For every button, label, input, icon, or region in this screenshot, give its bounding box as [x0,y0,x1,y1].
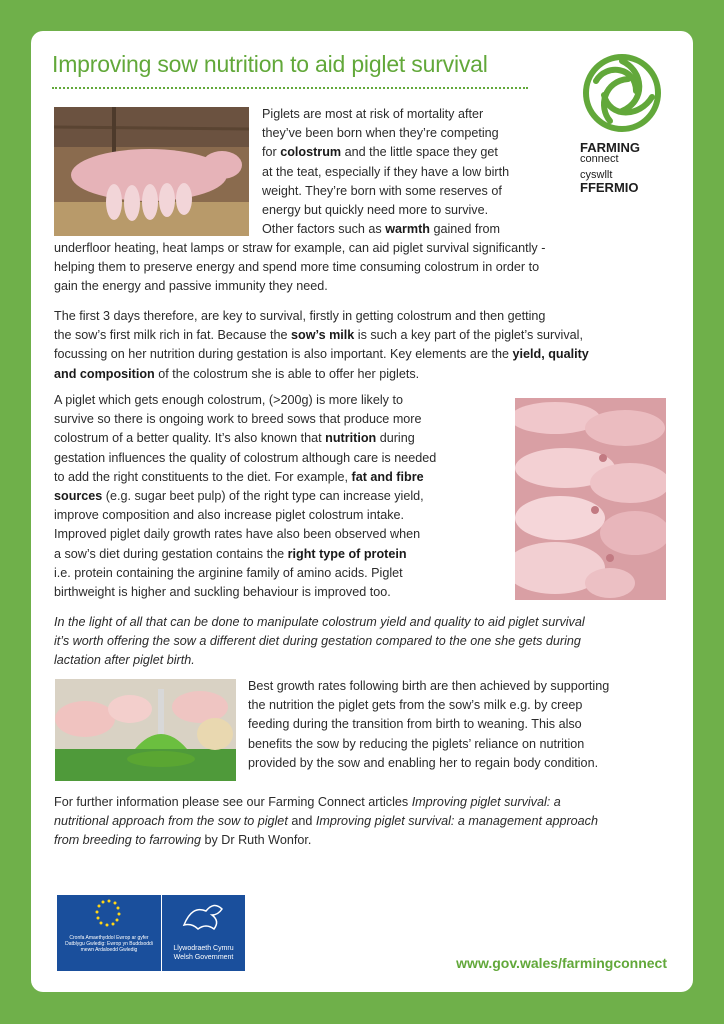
para5-line: provided by the sow and enabling her to regain body condition. [248,755,599,770]
intro-line: they’ve been born when they’re competing [262,126,499,141]
intro-line: helping them to preserve energy and spend more time consuming colostrum in order to [54,260,540,275]
para3-line: a sow’s diet during gestation contains the right type of protein [54,546,407,561]
para5-line: Best growth rates following birth are then achieved by supporting [248,679,610,693]
swirl-logo-icon [580,51,664,135]
funding-logos [57,895,245,971]
welsh-gov-text-1: Llywodraeth Cymru [173,945,234,952]
intro-line: Other factors such as warmth gained from [262,222,501,237]
para4-line: In the light of all that can be done to manipulate colostrum yield and quality to aid piglet survival [54,615,585,629]
paragraph-2 [54,307,684,384]
document-page [31,31,693,992]
eu-funding-text: Cronfa Amaethyddol Ewrop ar gyfer Datblygu Gwledig: Ewrop yn Buddsoddi mewn Ardaloedd Gwledig [65,935,153,953]
para6-line: For further information please see our Farming Connect articles Improving piglet survival: a [54,795,561,809]
para3-line: Improved piglet daily growth rates have also been observed when [54,527,421,542]
intro-line: Piglets are most at risk of mortality after [262,107,484,121]
intro-full-text [54,239,674,297]
intro-top-text [262,105,562,239]
para3-line: to add the right constituents to the diet. For example, fat and fibre [54,469,424,484]
para3-line: colostrum of a better quality. It’s also known that nutrition during [54,431,415,446]
logo-line-ffermio: FFERMIO [580,180,639,195]
para3-line: survive so there is ongoing work to breed sows that produce more [54,412,422,427]
paragraph-3 [54,391,524,602]
para3-line: i.e. protein containing the arginine family of amino acids. Piglet [54,565,403,580]
logo-line-farming: FARMING [580,140,640,155]
para3-line: birthweight is higher and suckling behaviour is improved too. [54,585,391,600]
welsh-government-logo [162,895,245,971]
eu-stars-icon [57,895,161,935]
intro-line: gain the energy and passive immunity they need. [54,279,328,294]
paragraph-5 [248,677,688,773]
page-title: Improving sow nutrition to aid piglet survival [52,51,488,77]
website-link[interactable]: www.gov.wales/farmingconnect [456,955,667,971]
para2-line: focussing on her nutrition during gestation is also important. Key elements are the yield, quality [54,347,589,362]
para6-line: nutritional approach from the sow to piglet and Improving piglet survival: a management approach [54,814,598,829]
intro-line: energy but quickly need more to survive. [262,203,489,218]
eu-flag-logo [57,895,162,971]
farming-connect-logo [580,51,670,211]
para5-line: benefits the sow by reducing the piglets’ reliance on nutrition [248,736,585,751]
paragraph-4-italic [54,613,684,671]
para2-line: and composition of the colostrum she is able to offer her piglets. [54,366,420,381]
intro-line: weight. They’re born with some reserves of [262,183,502,198]
para3-line: gestation influences the quality of colostrum although care is needed [54,450,437,465]
intro-line: underfloor heating, heat lamps or straw for example, can aid piglet survival significantly - [54,241,546,255]
para6-line: from breeding to farrowing by Dr Ruth Wonfor. [54,833,312,848]
welsh-gov-text-2: Welsh Government [173,954,234,961]
piglets-photo [515,398,666,600]
para5-line: the nutrition the piglet gets from the sow’s milk e.g. by creep [248,698,583,713]
para3-line: A piglet which gets enough colostrum, (>200g) is more likely to [54,393,403,407]
creep-feeding-photo [55,679,236,781]
para5-line: feeding during the transition from birth to weaning. This also [248,717,582,732]
sow-nursing-photo [54,107,249,236]
logo-line-cyswllt: cyswllt [580,169,613,181]
para3-line: improve composition and also increase piglet colostrum intake. [54,508,404,523]
dragon-icon [162,895,245,939]
para2-line: The first 3 days therefore, are key to survival, firstly in getting colostrum and then getting [54,309,546,323]
intro-line: for colostrum and the little space they get [262,145,498,160]
logo-line-connect: connect [580,153,619,165]
intro-line: at the teat, especially if they have a low birth [262,164,510,179]
title-divider [52,87,528,89]
para3-line: sources (e.g. sugar beet pulp) of the right type can increase yield, [54,489,424,504]
paragraph-6 [54,793,684,851]
para2-line: the sow’s first milk rich in fat. Because the sow’s milk is such a key part of the piglet’s survival, [54,328,583,343]
para4-line: lactation after piglet birth. [54,653,195,668]
para4-line: it’s worth offering the sow a different diet during gestation compared to the one she gets during [54,634,581,649]
